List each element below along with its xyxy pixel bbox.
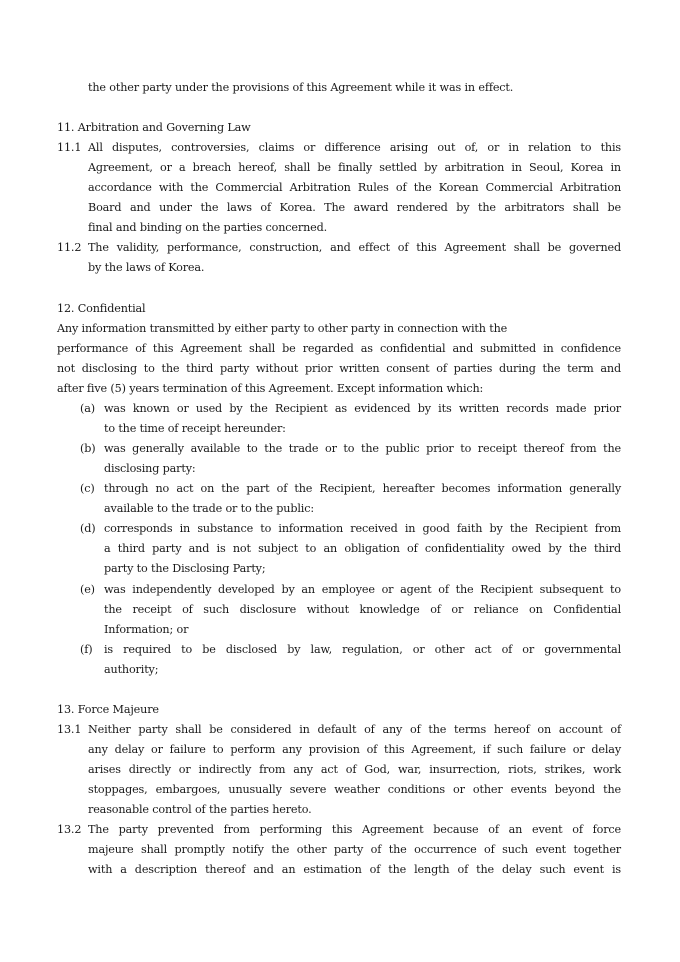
- item-line: was known or used by the Recipient as evidenced by its written records made prior: [104, 402, 621, 415]
- item-label: (a): [80, 402, 95, 415]
- item-line: was generally available to the trade or to the public prior to receipt thereof from the: [104, 442, 621, 455]
- item-label: (e): [80, 583, 95, 596]
- clause-line: accordance with the Commercial Arbitration Rules of the Korean Commercial Arbitration: [88, 181, 621, 194]
- item-line: to the time of receipt hereunder:: [104, 422, 286, 435]
- clause-number: 11.2: [57, 241, 82, 254]
- clause-line: Neither party shall be considered in default of any of the terms hereof on account of: [88, 723, 621, 736]
- item-line: was independently developed by an employee or agent of the Recipient subsequent to: [104, 583, 621, 596]
- item-line: Information; or: [104, 623, 189, 636]
- clause-line: reasonable control of the parties hereto.: [88, 803, 312, 816]
- clause-line: Board and under the laws of Korea. The award rendered by the arbitrators shall be: [88, 201, 621, 214]
- item-label: (b): [80, 442, 96, 455]
- item-line: available to the trade or to the public:: [104, 502, 314, 515]
- intro-line: not disclosing to the third party without prior written consent of parties during the term and: [57, 362, 621, 375]
- clause-line: The validity, performance, construction, and effect of this Agreement shall be governed: [88, 241, 621, 254]
- item-line: corresponds in substance to information received in good faith by the Recipient from: [104, 522, 621, 535]
- section-heading: 12. Confidential: [57, 302, 146, 315]
- item-line: authority;: [104, 663, 159, 676]
- item-line: the receipt of such disclosure without knowledge of or reliance on Confidential: [104, 603, 621, 616]
- clause-line: stoppages, embargoes, unusually severe weather conditions or other events beyond the: [88, 783, 621, 796]
- carryover-text: the other party under the provisions of this Agreement while it was in effect.: [88, 81, 514, 94]
- clause-line: final and binding on the parties concerned.: [88, 221, 328, 234]
- item-line: through no act on the part of the Recipient, hereafter becomes information generally: [104, 482, 621, 495]
- clause-line: majeure shall promptly notify the other party of the occurrence of such event together: [88, 843, 621, 856]
- clause-number: 13.2: [57, 823, 82, 836]
- intro-line: performance of this Agreement shall be regarded as confidential and submitted in confidence: [57, 342, 621, 355]
- item-label: (c): [80, 482, 95, 495]
- clause-line: with a description thereof and an estimation of the length of the delay such event is: [88, 863, 621, 876]
- clause-number: 11.1: [57, 141, 82, 154]
- intro-line: after five (5) years termination of this Agreement. Except information which:: [57, 382, 484, 395]
- section-heading: 13. Force Majeure: [57, 703, 159, 716]
- section-heading: 11. Arbitration and Governing Law: [57, 121, 251, 134]
- clause-line: The party prevented from performing this Agreement because of an event of force: [88, 823, 621, 836]
- item-line: a third party and is not subject to an obligation of confidentiality owed by the third: [104, 542, 621, 555]
- item-label: (f): [80, 643, 93, 656]
- clause-line: arises directly or indirectly from any act of God, war, insurrection, riots, strikes, work: [88, 763, 621, 776]
- clause-line: by the laws of Korea.: [88, 261, 205, 274]
- intro-line: Any information transmitted by either party to other party in connection with the: [57, 322, 508, 335]
- clause-line: any delay or failure to perform any provision of this Agreement, if such failure or delay: [88, 743, 621, 756]
- clause-line: Agreement, or a breach hereof, shall be finally settled by arbitration in Seoul, Korea in: [88, 161, 621, 174]
- clause-line: All disputes, controversies, claims or difference arising out of, or in relation to this: [88, 141, 621, 154]
- item-line: party to the Disclosing Party;: [104, 562, 266, 575]
- item-label: (d): [80, 522, 96, 535]
- item-line: is required to be disclosed by law, regulation, or other act of or governmental: [104, 643, 621, 656]
- item-line: disclosing party:: [104, 462, 196, 475]
- clause-number: 13.1: [57, 723, 82, 736]
